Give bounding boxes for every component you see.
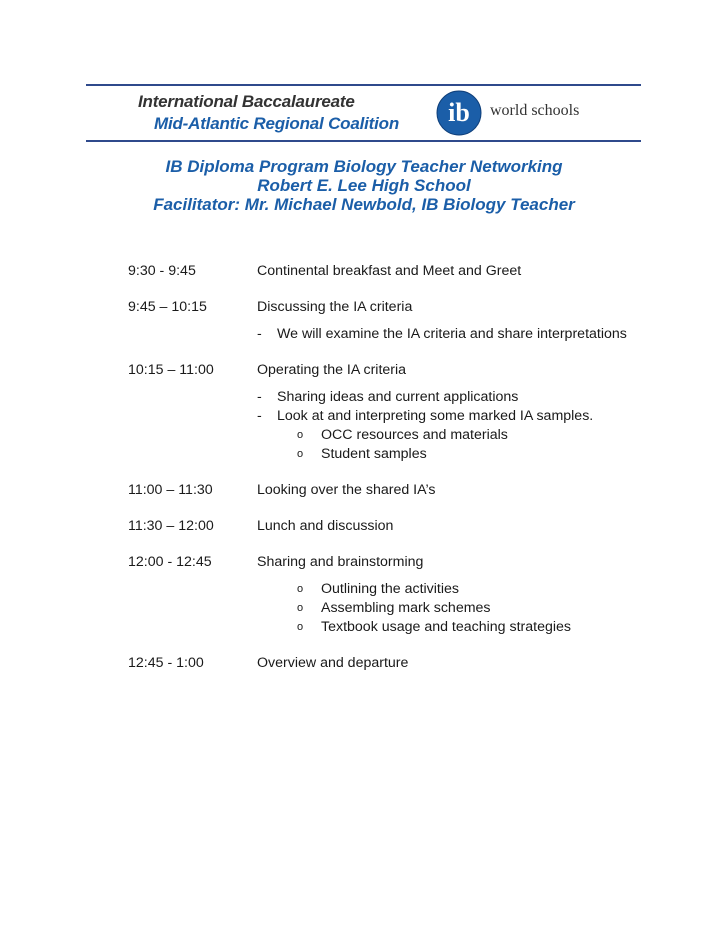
- dash-bullet: -: [257, 408, 262, 424]
- schedule: [128, 262, 668, 673]
- list-item: - Sharing ideas and current applications: [257, 389, 519, 405]
- org-name-line1: International Baccalaureate: [138, 92, 355, 111]
- dash-bullet: -: [257, 389, 262, 405]
- header-banner: [86, 84, 641, 142]
- title-block: [100, 157, 628, 214]
- schedule-activity: Continental breakfast and Meet and Greet: [257, 263, 522, 279]
- schedule-time: 10:15 – 11:00: [128, 362, 214, 378]
- circle-bullet: o: [297, 621, 304, 633]
- list-item: o Student samples: [297, 446, 427, 462]
- list-item: o Assembling mark schemes: [297, 600, 491, 616]
- schedule-activity: Sharing and brainstorming: [257, 554, 424, 570]
- schedule-time: 9:30 - 9:45: [128, 263, 196, 279]
- schedule-activity: Discussing the IA criteria: [257, 299, 413, 315]
- schedule-row: [128, 654, 668, 673]
- list-item: - We will examine the IA criteria and share interpretations: [257, 326, 627, 342]
- circle-bullet: o: [297, 602, 304, 614]
- ib-tagline: world schools: [490, 102, 580, 119]
- schedule-activity: Overview and departure: [257, 655, 409, 671]
- schedule-activity: Looking over the shared IA’s: [257, 482, 436, 498]
- dash-bullet: -: [257, 326, 262, 342]
- schedule-time: 12:00 - 12:45: [128, 554, 212, 570]
- schedule-row: [128, 262, 668, 281]
- schedule-row: [128, 481, 668, 500]
- schedule-activity: Operating the IA criteria: [257, 362, 407, 378]
- schedule-row: [128, 361, 668, 380]
- org-name-line2: Mid-Atlantic Regional Coalition: [154, 114, 400, 133]
- list-item: o Outlining the activities: [297, 581, 460, 597]
- event-facilitator: Facilitator: Mr. Michael Newbold, IB Biology Teacher: [153, 195, 575, 214]
- schedule-time: 11:00 – 11:30: [128, 482, 213, 498]
- banner-top-rule: [86, 84, 641, 86]
- schedule-row: [128, 298, 668, 317]
- schedule-time: 11:30 – 12:00: [128, 518, 214, 534]
- circle-bullet: o: [297, 448, 304, 460]
- event-title: IB Diploma Program Biology Teacher Networking: [165, 157, 563, 176]
- ib-logo-letters: ib: [448, 98, 470, 127]
- list-item: o Textbook usage and teaching strategies: [297, 619, 572, 635]
- schedule-row: [128, 553, 668, 572]
- schedule-activity: Lunch and discussion: [257, 518, 394, 534]
- schedule-row: [128, 517, 668, 536]
- banner-bottom-rule: [86, 140, 641, 142]
- schedule-time: 12:45 - 1:00: [128, 655, 204, 671]
- ib-logo-icon: [436, 90, 482, 136]
- list-item: o OCC resources and materials: [297, 427, 508, 443]
- event-location: Robert E. Lee High School: [257, 176, 471, 195]
- list-item: - Look at and interpreting some marked IA samples.: [257, 408, 594, 424]
- circle-bullet: o: [297, 583, 304, 595]
- schedule-time: 9:45 – 10:15: [128, 299, 207, 315]
- circle-bullet: o: [297, 429, 304, 441]
